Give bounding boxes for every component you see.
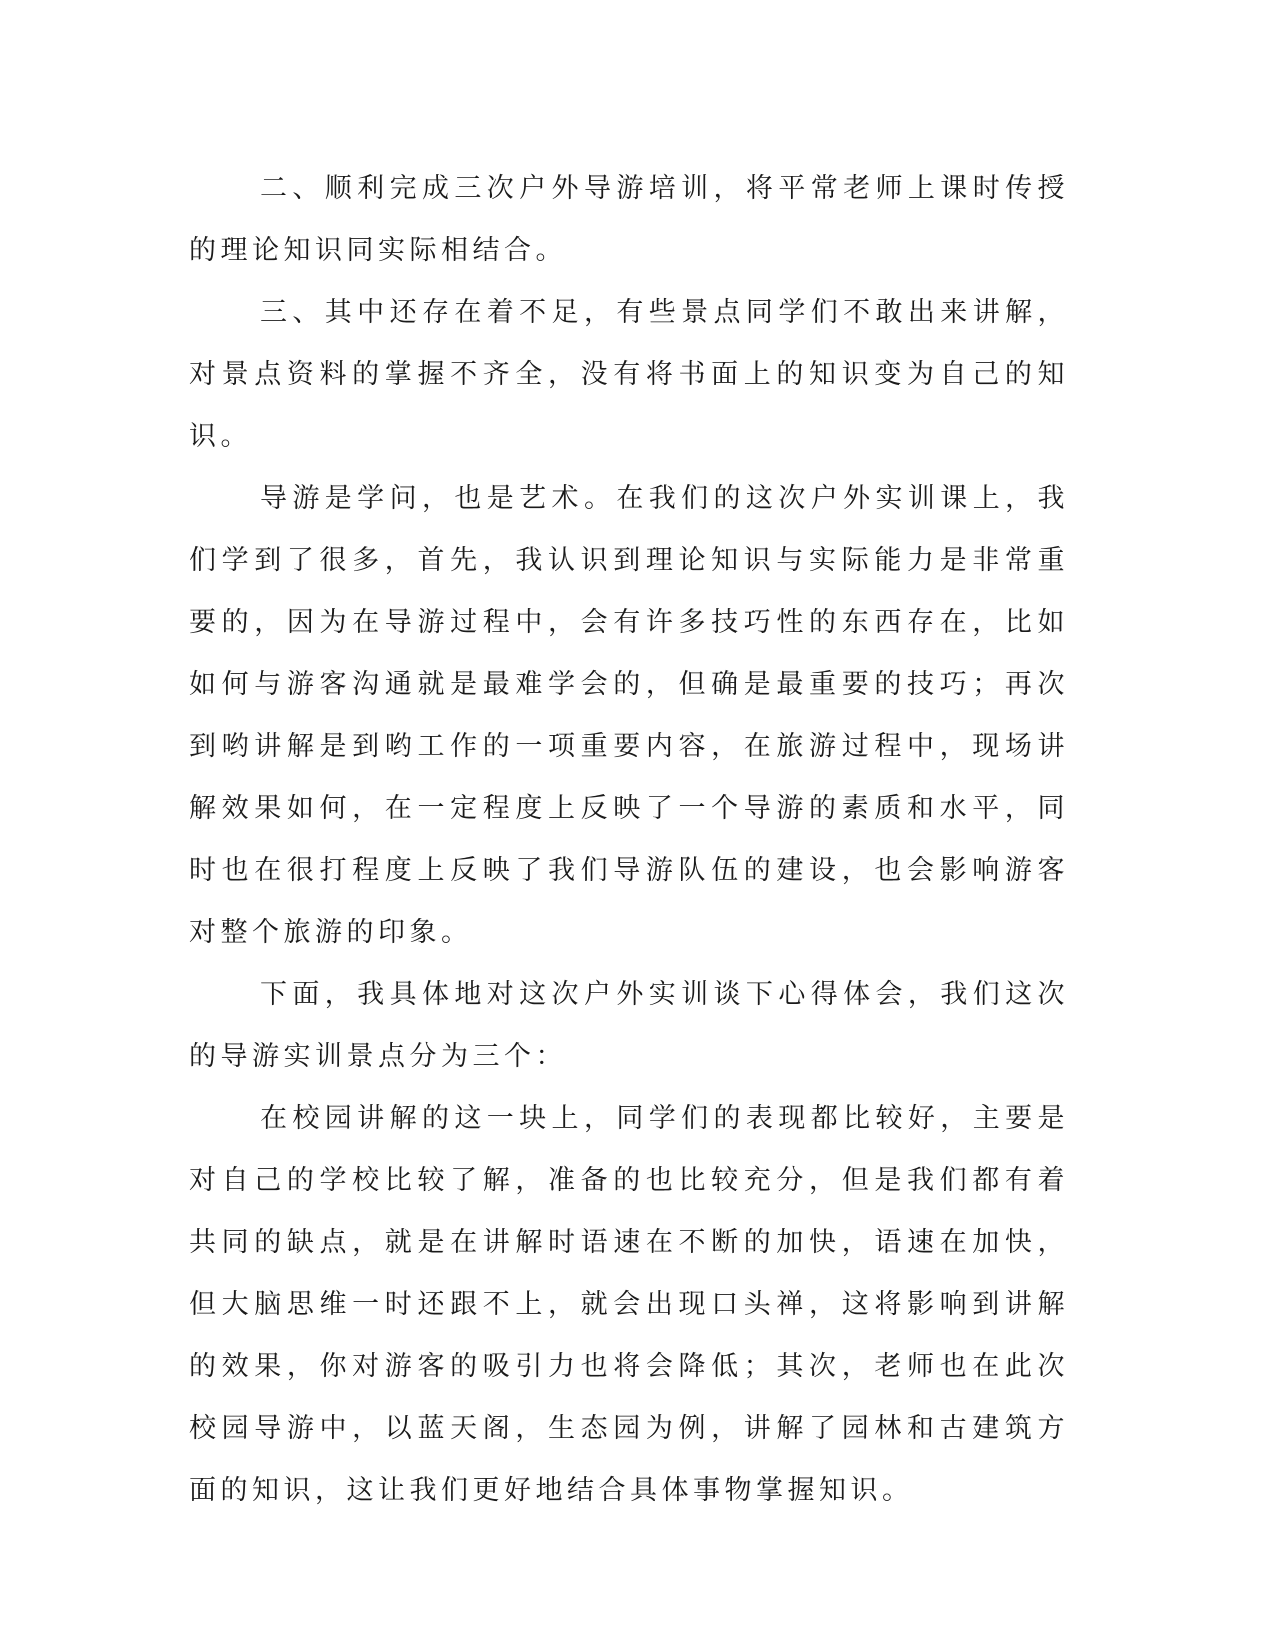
paragraph-3: 三、其中还存在着不足，有些景点同学们不敢出来讲解，对景点资料的掌握不齐全，没有将书面上的知识变为自己的知识。	[189, 297, 1069, 452]
paragraph-campus-tour: 在校园讲解的这一块上，同学们的表现都比较好，主要是对自己的学校比较了解，准备的也比较充分，但是我们都有着共同的缺点，就是在讲解时语速在不断的加快，语速在加快，但大脑思维一时还跟不上，就会出现口头禅，这将影响到讲解的效果，你对游客的吸引力也将会降低；其次，老师也在此次校园导游中，以蓝天阁，生态园为例，讲解了园林和古建筑方面的知识，这让我们更好地结合具体事物掌握知识。	[189, 1103, 1069, 1506]
document-body	[189, 158, 1069, 1522]
paragraph-2: 二、顺利完成三次户外导游培训，将平常老师上课时传授的理论知识同实际相结合。	[189, 173, 1069, 266]
paragraph-experience-intro: 下面，我具体地对这次户外实训谈下心得体会，我们这次的导游实训景点分为三个：	[189, 979, 1069, 1072]
paragraph-guide-art: 导游是学问，也是艺术。在我们的这次户外实训课上，我们学到了很多，首先，我认识到理论知识与实际能力是非常重要的，因为在导游过程中，会有许多技巧性的东西存在，比如如何与游客沟通就是最难学会的，但确是最重要的技巧；再次到哟讲解是到哟工作的一项重要内容，在旅游过程中，现场讲解效果如何，在一定程度上反映了一个导游的素质和水平，同时也在很打程度上反映了我们导游队伍的建设，也会影响游客对整个旅游的印象。	[189, 483, 1069, 948]
